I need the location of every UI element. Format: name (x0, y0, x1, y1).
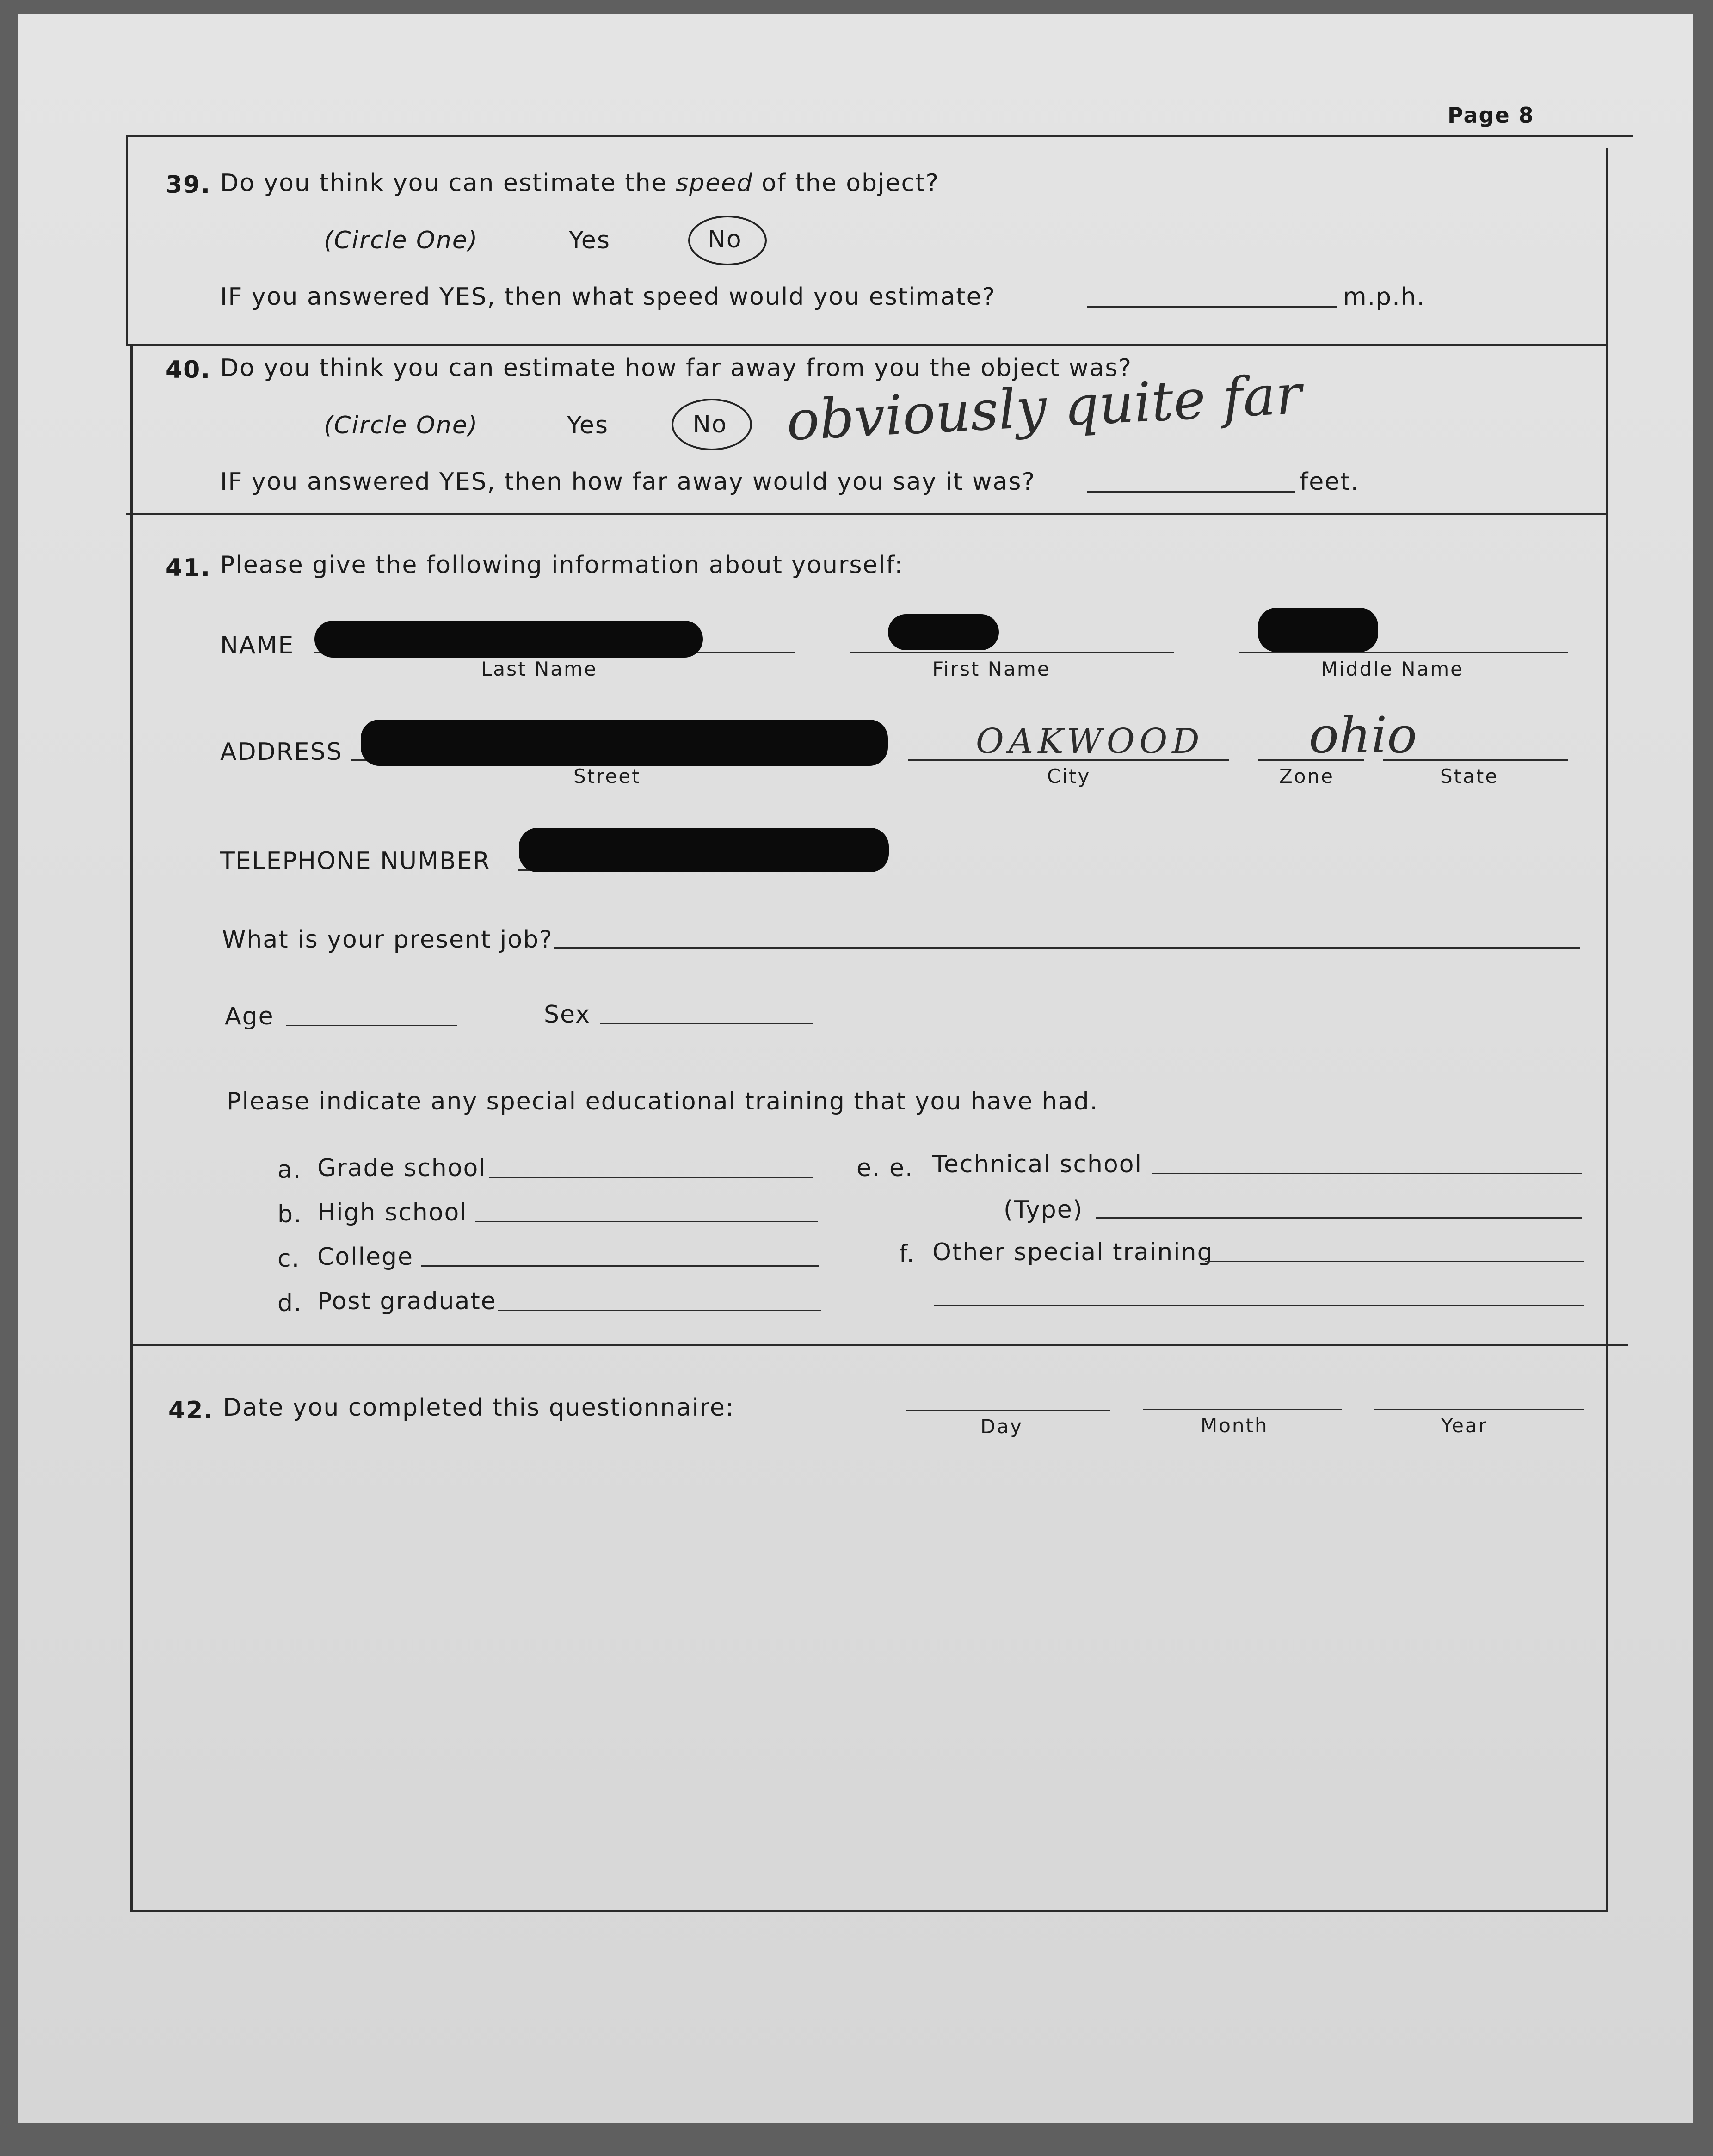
technical-school-field[interactable] (1152, 1173, 1582, 1174)
other-training-field[interactable] (1205, 1261, 1584, 1262)
q39-question-end: of the object? (753, 169, 940, 197)
month-field[interactable] (1143, 1409, 1342, 1410)
q39-no-option[interactable]: No (708, 226, 742, 253)
q39-unit: m.p.h. (1343, 283, 1426, 311)
training-intro: Please indicate any special educational training that you have had. (227, 1088, 1099, 1115)
q39-question-start: Do you think you can estimate the (220, 169, 676, 197)
training-c-label: College (317, 1243, 414, 1271)
last-name-redaction (314, 621, 703, 658)
q40-no-option[interactable]: No (693, 411, 727, 438)
high-school-field[interactable] (475, 1221, 818, 1222)
age-field[interactable] (286, 1025, 457, 1026)
state-label: State (1440, 765, 1499, 788)
telephone-redaction (519, 828, 889, 872)
name-label: NAME (220, 632, 295, 659)
q39-question-emphasis: speed (676, 169, 753, 197)
q39-circle-one-label: (Circle One) (324, 227, 479, 254)
q40-yes-option[interactable]: Yes (567, 412, 609, 439)
training-c-letter: c. (277, 1245, 301, 1273)
training-e-letter: e. e. (856, 1154, 914, 1182)
training-b-letter: b. (277, 1201, 302, 1228)
q39-speed-blank[interactable] (1087, 306, 1337, 308)
training-f-label: Other special training (932, 1238, 1214, 1266)
city-label: City (1047, 765, 1091, 788)
page-number: Page 8 (1448, 103, 1534, 128)
q40-unit: feet. (1300, 468, 1360, 496)
middle-name-redaction (1258, 608, 1378, 652)
last-name-label: Last Name (481, 658, 598, 680)
age-label: Age (225, 1003, 274, 1030)
post-graduate-field[interactable] (498, 1310, 821, 1311)
q39-followup: IF you answered YES, then what speed would you estimate? (220, 283, 996, 311)
training-e-label: Technical school (932, 1151, 1143, 1178)
other-training-field-2[interactable] (934, 1305, 1584, 1306)
training-f-letter: f. (899, 1240, 916, 1268)
city-value: OAKWOOD (976, 721, 1204, 761)
day-field[interactable] (906, 1410, 1110, 1411)
q39-question (220, 169, 939, 197)
q42-number: 42. (168, 1397, 214, 1424)
training-d-letter: d. (277, 1289, 302, 1317)
q40-handwritten-note: obviously quite far (785, 362, 1303, 453)
college-field[interactable] (421, 1265, 819, 1267)
technical-type-field[interactable] (1096, 1217, 1582, 1219)
q42-question: Date you completed this questionnaire: (223, 1394, 735, 1422)
telephone-label: TELEPHONE NUMBER (220, 847, 491, 875)
sex-field[interactable] (600, 1023, 813, 1024)
year-label: Year (1441, 1414, 1488, 1437)
q39-yes-option[interactable]: Yes (569, 227, 610, 254)
street-label: Street (573, 765, 641, 788)
month-label: Month (1201, 1414, 1269, 1437)
q40-number: 40. (166, 356, 211, 384)
street-redaction (361, 720, 888, 766)
training-a-label: Grade school (317, 1154, 487, 1182)
year-field[interactable] (1374, 1409, 1584, 1410)
zone-label: Zone (1279, 765, 1334, 788)
first-name-label: First Name (932, 658, 1051, 680)
middle-name-label: Middle Name (1321, 658, 1464, 680)
training-a-letter: a. (277, 1156, 302, 1184)
job-label: What is your present job? (222, 926, 553, 954)
day-label: Day (980, 1415, 1023, 1438)
training-type-label: (Type) (1004, 1196, 1084, 1224)
address-label: ADDRESS (220, 738, 343, 766)
q41-number: 41. (166, 554, 211, 582)
state-value: ohio (1309, 707, 1417, 764)
q40-followup: IF you answered YES, then how far away would you say it was? (220, 468, 1036, 496)
sex-label: Sex (544, 1001, 591, 1029)
training-d-label: Post graduate (317, 1287, 497, 1315)
grade-school-field[interactable] (489, 1177, 813, 1178)
q40-circle-one-label: (Circle One) (324, 412, 479, 439)
q41-intro: Please give the following information about yourself: (220, 551, 904, 579)
first-name-field[interactable] (850, 652, 1174, 653)
q40-question: Do you think you can estimate how far away from you the object was? (220, 354, 1133, 382)
q40-distance-blank[interactable] (1087, 491, 1295, 493)
q39-number: 39. (166, 171, 211, 199)
first-name-redaction (888, 614, 999, 650)
middle-name-field[interactable] (1239, 652, 1568, 653)
questionnaire-page (18, 14, 1693, 2123)
training-b-label: High school (317, 1199, 468, 1226)
job-field[interactable] (554, 947, 1580, 949)
